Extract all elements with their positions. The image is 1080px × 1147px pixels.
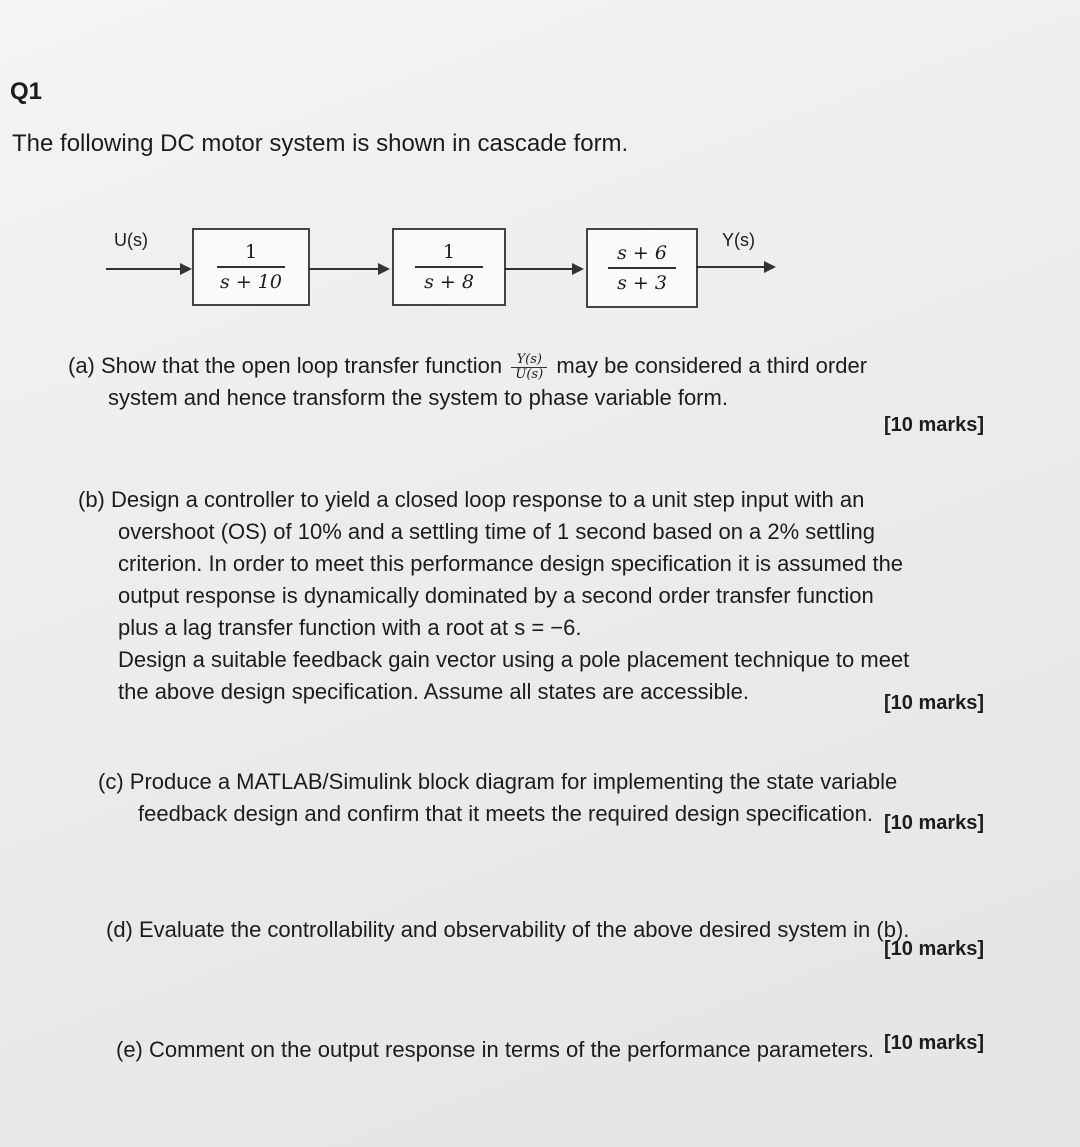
marks-a: [10 marks] [884, 414, 985, 436]
fraction-bar [608, 267, 676, 269]
transfer-block-1 [192, 228, 310, 306]
question-a-suffix: may be considered a third order [556, 353, 868, 378]
question-b-line-6: Design a suitable feedback gain vector using a pole placement technique to meet [118, 647, 910, 672]
question-c [98, 766, 897, 830]
question-a-prefix: (a) Show that the open loop transfer function [68, 353, 503, 378]
signal-line-2-3 [504, 268, 578, 270]
input-arrow [180, 263, 192, 275]
intro-text: The following DC motor system is shown in cascade form. [12, 130, 629, 157]
question-a [68, 350, 867, 414]
fraction-bar [217, 266, 285, 268]
transfer-block-3 [586, 228, 698, 308]
output-label: Y(s) [722, 230, 755, 250]
block-2-denominator: s + 8 [424, 270, 474, 293]
question-e [116, 1034, 874, 1066]
block-1-numerator: 1 [244, 241, 258, 264]
question-b [78, 484, 909, 708]
open-loop-fraction [511, 353, 547, 382]
marks-b: [10 marks] [884, 692, 985, 714]
transfer-block-2 [392, 228, 506, 306]
question-a-line-2: system and hence transform the system to phase variable form. [108, 385, 728, 410]
marks-d: [10 marks] [884, 938, 985, 960]
fraction-numerator: Y(s) [516, 351, 542, 367]
marks-c: [10 marks] [884, 812, 985, 834]
block-3-numerator: s + 6 [617, 242, 667, 265]
marks-e: [10 marks] [884, 1032, 985, 1054]
block-diagram [100, 222, 800, 312]
question-b-line-2: overshoot (OS) of 10% and a settling time of 1 second based on a 2% settling [118, 519, 876, 544]
block-3-denominator: s + 3 [617, 271, 667, 294]
question-b-line-5: plus a lag transfer function with a root at s = −6. [118, 615, 582, 640]
question-b-line-1: (b) Design a controller to yield a closed loop response to a unit step input with an [78, 487, 865, 512]
output-arrow [764, 261, 776, 273]
input-signal-line [106, 268, 188, 270]
output-signal-line [696, 266, 768, 268]
question-b-line-3: criterion. In order to meet this performance design specification it is assumed the [118, 551, 904, 576]
block-1-denominator: s + 10 [220, 270, 282, 293]
arrow-2-3 [572, 263, 584, 275]
fraction-bar [415, 266, 483, 268]
signal-line-1-2 [308, 268, 384, 270]
block-2-numerator: 1 [442, 241, 456, 264]
question-d [106, 914, 909, 946]
arrow-1-2 [378, 263, 390, 275]
fraction-denominator: U(s) [515, 366, 544, 382]
question-d-line-1: (d) Evaluate the controllability and observability of the above desired system in (b). [106, 917, 910, 942]
question-c-line-1: (c) Produce a MATLAB/Simulink block diagram for implementing the state variable [98, 769, 898, 794]
question-b-line-7: the above design specification. Assume all states are accessible. [118, 679, 750, 704]
question-b-line-4: output response is dynamically dominated by a second order transfer function [118, 583, 874, 608]
question-c-line-2: feedback design and confirm that it meets the required design specification. [138, 801, 873, 826]
question-e-line-1: (e) Comment on the output response in terms of the performance parameters. [116, 1037, 875, 1062]
input-label: U(s) [114, 230, 148, 250]
question-label: Q1 [10, 78, 43, 105]
